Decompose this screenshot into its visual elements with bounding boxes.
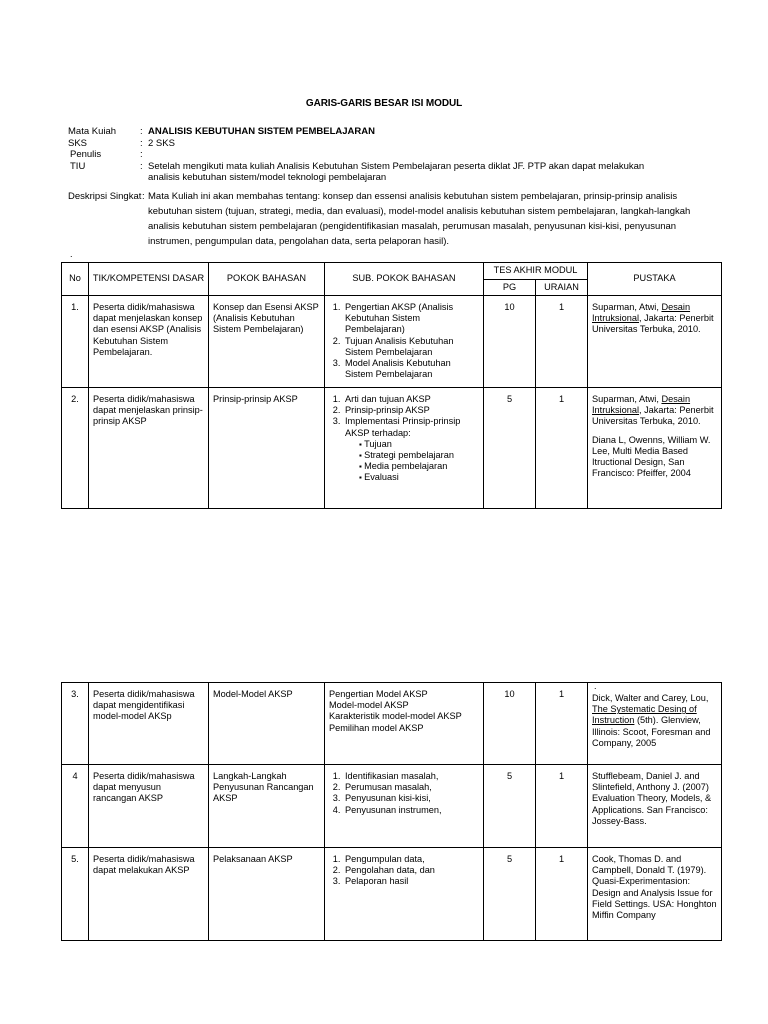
row-pokok-bahasan: Prinsip-prinsip AKSP	[213, 394, 298, 404]
meta-row-deskripsi	[68, 191, 718, 249]
reference-text: Suparman, Atwi,	[592, 302, 662, 312]
list-item: 2. Pengolahan data, dan	[343, 865, 479, 876]
row-pokok-bahasan: Langkah-Langkah Penyusunan Rancangan AKSP	[213, 771, 314, 804]
row-sub-pokok	[325, 848, 483, 894]
row-sub-pokok	[325, 765, 483, 822]
list-item: 2. Tujuan Analisis Kebutuhan Sistem Pembelajaran	[343, 336, 479, 358]
row-pg-count: 5	[506, 854, 513, 864]
header-sub-pokok-bahasan: SUB. POKOK BAHASAN	[325, 263, 484, 296]
sub-topic: Pemilihan model AKSP	[329, 722, 424, 733]
row-kompetensi: Peserta didik/mahasiswa dapat menyusun rancangan AKSP	[93, 771, 195, 804]
meta-row-tiu	[68, 161, 718, 184]
bullet-item: ▪ Tujuan	[357, 439, 479, 450]
reference-title: The Systematic Desing of Instruction	[592, 704, 697, 726]
row-sub-pokok	[325, 388, 483, 490]
row-sub-pokok	[325, 296, 483, 386]
module-table-part-1	[61, 262, 722, 509]
list-item: 2. Prinsip-prinsip AKSP	[343, 405, 479, 416]
table-row	[62, 765, 722, 848]
row-number: 4	[72, 771, 78, 781]
list-item: 1. Pengumpulan data,	[343, 854, 479, 865]
row-number: 2.	[71, 394, 79, 404]
meta-value-course: ANALISIS KEBUTUHAN SISTEM PEMBELAJARAN	[148, 126, 375, 137]
meta-colon: :	[140, 160, 143, 172]
meta-colon: :	[140, 126, 143, 137]
bullet-item: ▪ Evaluasi	[357, 472, 479, 483]
bullet-list	[345, 439, 479, 484]
list-item	[343, 416, 479, 483]
sub-topic-list	[329, 394, 479, 484]
list-item: 1. Identifikasian masalah,	[343, 771, 479, 782]
table-row	[62, 388, 722, 509]
list-item: 1. Pengertian AKSP (Analisis Kebutuhan Sistem Pembelajaran)	[343, 302, 479, 336]
list-item-text: Implementasi Prinsip-prinsip AKSP terhadap:	[345, 416, 461, 438]
meta-label: Mata Kuiah	[68, 126, 117, 137]
row-kompetensi: Peserta didik/mahasiswa dapat melakukan AKSP	[93, 854, 195, 876]
row-pg-count: 5	[506, 771, 513, 781]
header-tik: TIK/KOMPETENSI DASAR	[89, 263, 209, 296]
reference-text: (5th). Glenview, Illinois: Scoot, Foresman and Company, 2005	[592, 715, 711, 748]
row-sub-pokok	[325, 683, 483, 740]
row-kompetensi: Peserta didik/mahasiswa dapat mengidentifikasi model-model AKSp	[93, 689, 195, 722]
table-header-row	[62, 263, 722, 280]
meta-colon: :	[142, 190, 145, 202]
row-uraian-count: 1	[558, 394, 565, 404]
row-pustaka: Cook, Thomas D. and Campbell, Donald T. (1979). Quasi-Experimentasion: Design and Analysis Issue for Field Settings. USA: Honghton Miffin Company	[592, 854, 717, 921]
row-uraian-count: 1	[558, 854, 565, 864]
reference-entry	[592, 394, 717, 428]
reference-entry: Diana L, Owenns, William W. Lee, Multi Media Based Itructional Design, San Francisco: Pfeiffer, 2004	[592, 434, 711, 479]
bullet-item: ▪ Strategi pembelajaran	[357, 450, 479, 461]
stray-dot: .	[70, 249, 73, 259]
header-uraian: URAIAN	[536, 279, 588, 296]
row-pg-count: 10	[504, 302, 515, 312]
row-pg-count: 10	[504, 689, 515, 699]
row-pg-count: 5	[506, 394, 513, 404]
list-item: 3. Penyusunan kisi-kisi,	[343, 793, 479, 804]
list-item: 4. Penyusunan instrumen,	[343, 805, 479, 816]
list-item: 3. Pelaporan hasil	[343, 876, 479, 887]
sub-topic-list	[329, 771, 479, 816]
meta-value-tiu: Setelah mengikuti mata kuliah Analisis Kebutuhan Sistem Pembelajaran peserta diklat JF. PTP akan dapat melakukan analisis kebutuhan sistem/model teknologi pembelajaran	[148, 160, 645, 183]
row-number: 5.	[71, 854, 79, 864]
meta-value-penulis	[148, 149, 718, 161]
header-pg: PG	[484, 279, 536, 296]
row-uraian-count: 1	[558, 302, 565, 312]
header-pustaka: PUSTAKA	[588, 263, 722, 296]
header-no: No	[62, 263, 89, 296]
header-pokok-bahasan: POKOK BAHASAN	[209, 263, 325, 296]
meta-row-mata-kuliah	[68, 126, 718, 138]
meta-label: TIU	[70, 160, 86, 172]
row-kompetensi: Peserta didik/mahasiswa dapat menjelaskan prinsip-prinsip AKSP	[93, 394, 203, 427]
sub-topic: Karakteristik model-model AKSP	[329, 711, 462, 722]
row-pokok-bahasan: Konsep dan Esensi AKSP (Analisis Kebutuhan Sistem Pembelajaran)	[213, 302, 319, 335]
sub-topic-list	[329, 854, 479, 888]
table-row	[62, 296, 722, 388]
table-row	[62, 683, 722, 765]
list-item: 2. Perumusan masalah,	[343, 782, 479, 793]
row-pustaka: Stufflebeam, Daniel J. and Slintefield, Anthony J. (2007) Evaluation Theory, Models, & Applications. San Francisco: Jossey-Bass.	[592, 771, 712, 826]
row-pokok-bahasan: Pelaksanaan AKSP	[213, 854, 293, 864]
meta-row-sks	[68, 138, 718, 150]
meta-label: Deskripsi Singkat	[68, 190, 142, 202]
list-item: 3. Model Analisis Kebutuhan Sistem Pembelajaran	[343, 358, 479, 380]
row-pustaka	[588, 683, 721, 755]
row-number: 3.	[71, 689, 79, 699]
meta-row-penulis	[68, 149, 718, 161]
stray-dot: .	[594, 681, 597, 691]
reference-text: Dick, Walter and Carey, Lou,	[592, 693, 709, 703]
meta-label: SKS	[68, 137, 88, 149]
meta-colon: :	[140, 137, 143, 149]
row-pustaka	[588, 296, 721, 342]
bullet-item: ▪ Media pembelajaran	[357, 461, 479, 472]
row-number: 1.	[71, 302, 79, 312]
sub-topic-list	[329, 302, 479, 380]
reference-text: , Jakarta: Penerbit Universitas Terbuka, 2010.	[592, 313, 714, 335]
reference-title: Desain Intruksional	[592, 394, 691, 416]
row-kompetensi: Peserta didik/mahasiswa dapat menjelaskan konsep dan esensi AKSP (Analisis Kebutuhan Sistem Pembelajaran.	[93, 302, 203, 357]
row-uraian-count: 1	[558, 689, 565, 699]
meta-label: Penulis	[70, 149, 102, 160]
reference-text: Suparman, Atwi,	[592, 394, 662, 404]
meta-value-sks: 2 SKS	[148, 137, 175, 149]
document-title: GARIS-GARIS BESAR ISI MODUL	[305, 98, 463, 109]
sub-topic: Pengertian Model AKSP	[329, 689, 428, 699]
reference-title: Desain Intruksional	[592, 302, 691, 324]
meta-colon: :	[140, 149, 143, 160]
meta-value-deskripsi: Mata Kuliah ini akan membahas tentang: konsep dan essensi analisis kebutuhan sistem pembelajaran, prinsip-prinsip analisis kebutuhan sistem (tujuan, strategi, media, dan evaluasi), model-model analisis kebutuhan sistem pembelajaran, langkah-langkah analisis kebutuhan sistem pembelajaran (pengidentifikasian masalah, perumusan masalah, penyusunan kisi-kisi, penyusunan instrumen, pengumpulan data, pengolahan data, serta pelaporan hasil).	[148, 190, 691, 247]
header-tes-akhir-modul: TES AKHIR MODUL	[484, 263, 588, 280]
table-row	[62, 848, 722, 941]
sub-topic: Model-model AKSP	[329, 700, 409, 711]
module-table-part-2	[61, 682, 722, 941]
row-pustaka	[588, 388, 721, 485]
reference-text: , Jakarta: Penerbit Universitas Terbuka, 2010.	[592, 405, 714, 427]
module-meta	[68, 126, 718, 249]
row-pokok-bahasan: Model-Model AKSP	[213, 689, 293, 699]
row-uraian-count: 1	[558, 771, 565, 781]
list-item: 1. Arti dan tujuan AKSP	[343, 394, 479, 405]
